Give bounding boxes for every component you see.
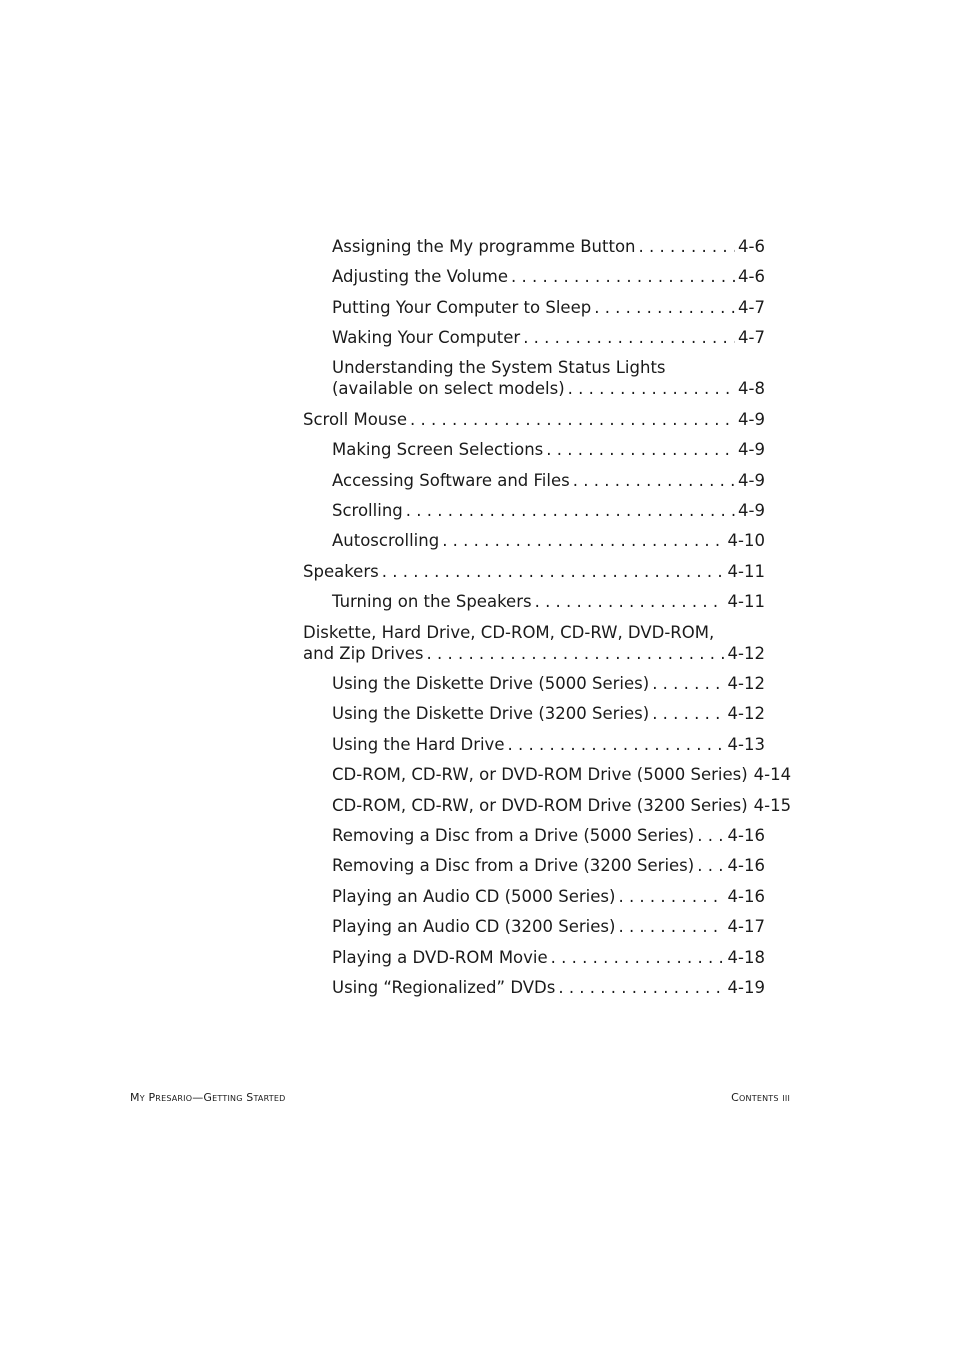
toc-title: Autoscrolling (332, 531, 440, 550)
toc-title: Removing a Disc from a Drive (3200 Series) (332, 856, 695, 875)
toc-page: 4-16 (727, 826, 765, 845)
dot-leader (546, 439, 735, 460)
toc-page: 4-9 (738, 410, 765, 429)
toc-title: Putting Your Computer to Sleep (332, 298, 592, 317)
dot-leader (511, 266, 735, 287)
dot-leader (406, 500, 735, 521)
toc-title-line1: Understanding the System Status Lights (332, 358, 666, 377)
toc-title: Using the Diskette Drive (5000 Series) (332, 674, 650, 693)
toc-entry[interactable] (332, 825, 765, 846)
dot-leader (523, 327, 735, 348)
toc-page: 4-6 (738, 267, 765, 286)
toc-title: Using “Regionalized” DVDs (332, 978, 556, 997)
toc-entry[interactable] (332, 886, 765, 907)
toc-entry[interactable] (332, 916, 765, 937)
toc-page: 4-7 (738, 328, 765, 347)
dot-leader (551, 947, 725, 968)
toc-title: Playing a DVD-ROM Movie (332, 948, 548, 967)
toc-section[interactable] (303, 622, 765, 664)
toc-title: Playing an Audio CD (5000 Series) (332, 887, 616, 906)
toc-title: Scrolling (332, 501, 403, 520)
toc-section[interactable] (303, 409, 765, 430)
toc-page: 4-13 (727, 735, 765, 754)
dot-leader (558, 977, 724, 998)
footer-page-label: Contents iii (731, 1091, 790, 1104)
dot-leader (618, 916, 724, 937)
toc-page: 4-9 (738, 501, 765, 520)
toc-page: 4-19 (727, 978, 765, 997)
toc-title: Playing an Audio CD (3200 Series) (332, 917, 616, 936)
toc-title: Waking Your Computer (332, 328, 521, 347)
toc-title: Adjusting the Volume (332, 267, 509, 286)
toc-entry[interactable] (332, 734, 765, 755)
dot-leader (535, 591, 725, 612)
toc-entry[interactable] (332, 947, 765, 968)
dot-leader (697, 855, 724, 876)
toc-title-line1: Diskette, Hard Drive, CD-ROM, CD-RW, DVD-ROM, (303, 623, 715, 642)
toc-title: Speakers (303, 562, 379, 581)
toc-title: Scroll Mouse (303, 410, 408, 429)
toc-page: 4-12 (727, 674, 765, 693)
dot-leader (652, 673, 724, 694)
dot-leader (639, 236, 736, 257)
toc-title: Assigning the My programme Button (332, 237, 636, 256)
toc-entry[interactable] (332, 500, 765, 521)
toc-page: 4-16 (727, 856, 765, 875)
toc-title: Turning on the Speakers (332, 592, 532, 611)
toc-page: 4-14 (753, 765, 792, 784)
toc-page: 4-7 (738, 298, 765, 317)
toc-page: 4-12 (727, 644, 765, 663)
dot-leader (573, 470, 735, 491)
toc-page: 4-12 (727, 704, 765, 723)
toc-title: and Zip Drives (303, 644, 424, 663)
toc-page: 4-10 (727, 531, 765, 550)
toc-title: (available on select models) (332, 379, 565, 398)
toc-entry[interactable] (332, 236, 765, 257)
toc-title: CD-ROM, CD-RW, or DVD-ROM Drive (5000 Series) (332, 765, 748, 784)
toc-page: 4-16 (727, 887, 765, 906)
dot-leader (568, 378, 735, 399)
toc-page: 4-15 (753, 796, 792, 815)
toc-section[interactable] (303, 561, 765, 582)
toc-entry[interactable] (332, 795, 792, 816)
toc-title: Making Screen Selections (332, 440, 544, 459)
dot-leader (426, 643, 724, 664)
toc-title: Accessing Software and Files (332, 471, 570, 490)
toc-entry[interactable] (332, 764, 792, 785)
toc-title: CD-ROM, CD-RW, or DVD-ROM Drive (3200 Series) (332, 796, 748, 815)
toc-page: 4-18 (727, 948, 765, 967)
toc-entry[interactable] (332, 591, 765, 612)
dot-leader (442, 530, 724, 551)
toc-page: 4-9 (738, 471, 765, 490)
toc-entry[interactable] (332, 977, 765, 998)
toc-entry[interactable] (332, 703, 765, 724)
toc-entry[interactable] (332, 439, 765, 460)
footer-book-title: My Presario—Getting Started (130, 1091, 286, 1104)
dot-leader (618, 886, 724, 907)
toc-title: Using the Hard Drive (332, 735, 505, 754)
toc-entry[interactable] (332, 530, 765, 551)
dot-leader (652, 703, 724, 724)
dot-leader (382, 561, 725, 582)
toc-page: 4-11 (727, 592, 765, 611)
toc-page: 4-6 (738, 237, 765, 256)
toc-title: Removing a Disc from a Drive (5000 Series) (332, 826, 695, 845)
toc-entry[interactable] (332, 327, 765, 348)
toc-entry[interactable] (332, 297, 765, 318)
dot-leader (410, 409, 735, 430)
toc-entry[interactable] (332, 357, 765, 399)
dot-leader (507, 734, 724, 755)
toc-page: 4-11 (727, 562, 765, 581)
toc-entry[interactable] (332, 855, 765, 876)
toc-entry[interactable] (332, 673, 765, 694)
dot-leader (594, 297, 735, 318)
toc-entry[interactable] (332, 470, 765, 491)
toc-page: 4-9 (738, 440, 765, 459)
toc-page: 4-8 (738, 379, 765, 398)
toc-entry[interactable] (332, 266, 765, 287)
toc-page: 4-17 (727, 917, 765, 936)
dot-leader (697, 825, 724, 846)
toc-title: Using the Diskette Drive (3200 Series) (332, 704, 650, 723)
